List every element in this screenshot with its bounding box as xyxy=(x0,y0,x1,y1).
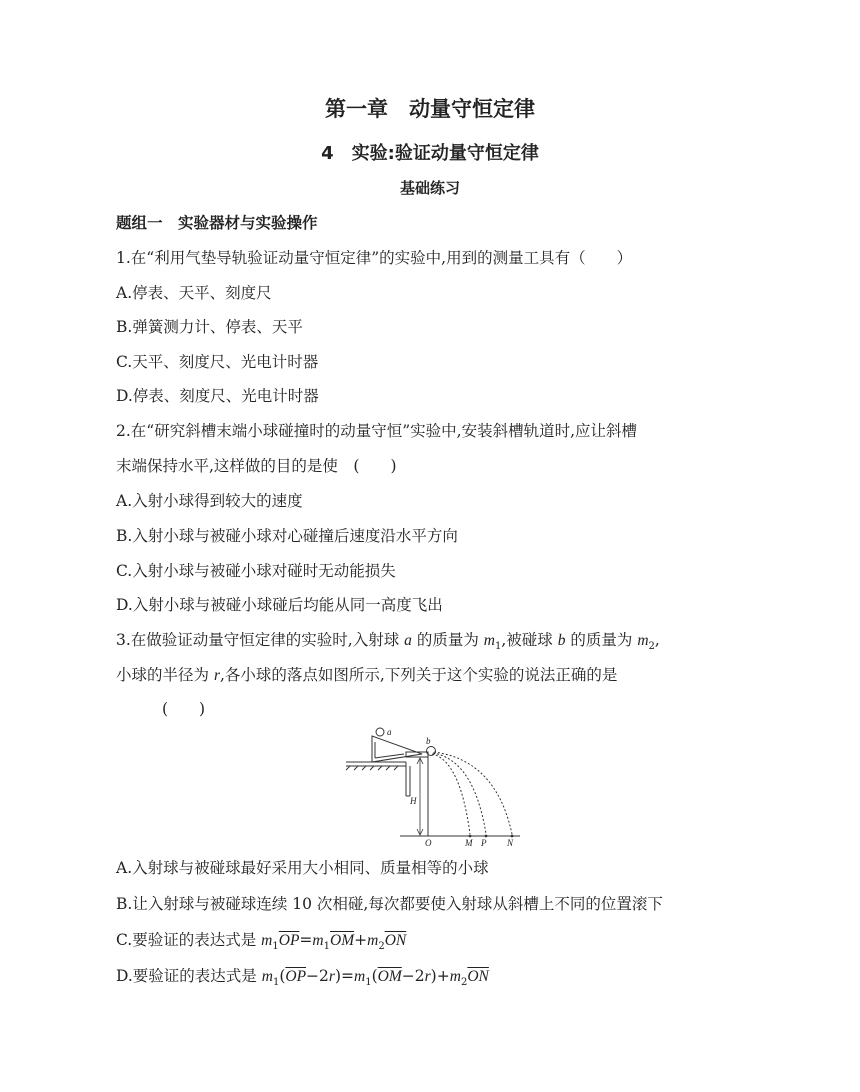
q1-option-a: A.停表、天平、刻度尺 xyxy=(116,284,272,302)
q3-stem-line2: 小球的半径为 r,各小球的落点如图所示,下列关于这个实验的说法正确的是 xyxy=(116,666,618,684)
q3-option-b: B.让入射球与被碰球连续 10 次相碰,每次都要使入射球从斜槽上不同的位置滚下 xyxy=(116,895,663,913)
figure-label-m: M xyxy=(465,838,473,848)
q2-option-a: A.入射小球得到较大的速度 xyxy=(116,492,303,510)
figure-label-h: H xyxy=(410,796,417,806)
subsection-title: 基础练习 xyxy=(399,179,460,197)
section-title: 4 实验:验证动量守恒定律 xyxy=(321,143,539,164)
q2-stem-line1: 2.在“研究斜槽末端小球碰撞时的动量守恒”实验中,安装斜槽轨道时,应让斜槽 xyxy=(116,422,637,440)
q1-option-d: D.停表、刻度尺、光电计时器 xyxy=(116,387,319,405)
q1-option-c: C.天平、刻度尺、光电计时器 xyxy=(116,353,319,371)
q2-option-c: C.入射小球与被碰小球对碰时无动能损失 xyxy=(116,562,396,580)
figure-label-p: P xyxy=(481,838,487,848)
q3-option-a: A.入射球与被碰球最好采用大小相同、质量相等的小球 xyxy=(116,859,489,877)
collision-apparatus-figure xyxy=(344,724,524,848)
q2-stem-line2: 末端保持水平,这样做的目的是使 ( ) xyxy=(116,457,397,475)
q1-stem: 1.在“利用气垫导轨验证动量守恒定律”的实验中,用到的测量工具有（ ） xyxy=(116,249,633,267)
figure-label-a: a xyxy=(387,727,392,737)
figure-label-n: N xyxy=(507,838,514,848)
q2-option-b: B.入射小球与被碰小球对心碰撞后速度沿水平方向 xyxy=(116,527,458,545)
q3-option-d: D.要验证的表达式是 $m_1(\overline{OP}-2r)=m_1(\overline{OM}-2r)+m_2\overline{ON}$ xyxy=(116,967,489,989)
group-title: 题组一 实验器材与实验操作 xyxy=(116,214,318,232)
figure-label-b: b xyxy=(426,736,431,746)
q2-option-d: D.入射小球与被碰小球碰后均能从同一高度飞出 xyxy=(116,596,443,614)
chapter-title: 第一章 动量守恒定律 xyxy=(325,97,535,121)
q3-option-c: C.要验证的表达式是 $m_1\overline{OP}=m_1\overline{OM}+m_2\overline{ON}$ xyxy=(116,931,407,953)
q3-answer-bracket: ( ) xyxy=(162,700,206,718)
q1-option-b: B.弹簧测力计、停表、天平 xyxy=(116,318,303,336)
q3-stem-line1: 3.在做验证动量守恒定律的实验时,入射球 a 的质量为 $m_1$,被碰球 b 的质量为 $m_2$, xyxy=(116,631,660,653)
figure-label-o: O xyxy=(425,838,432,848)
